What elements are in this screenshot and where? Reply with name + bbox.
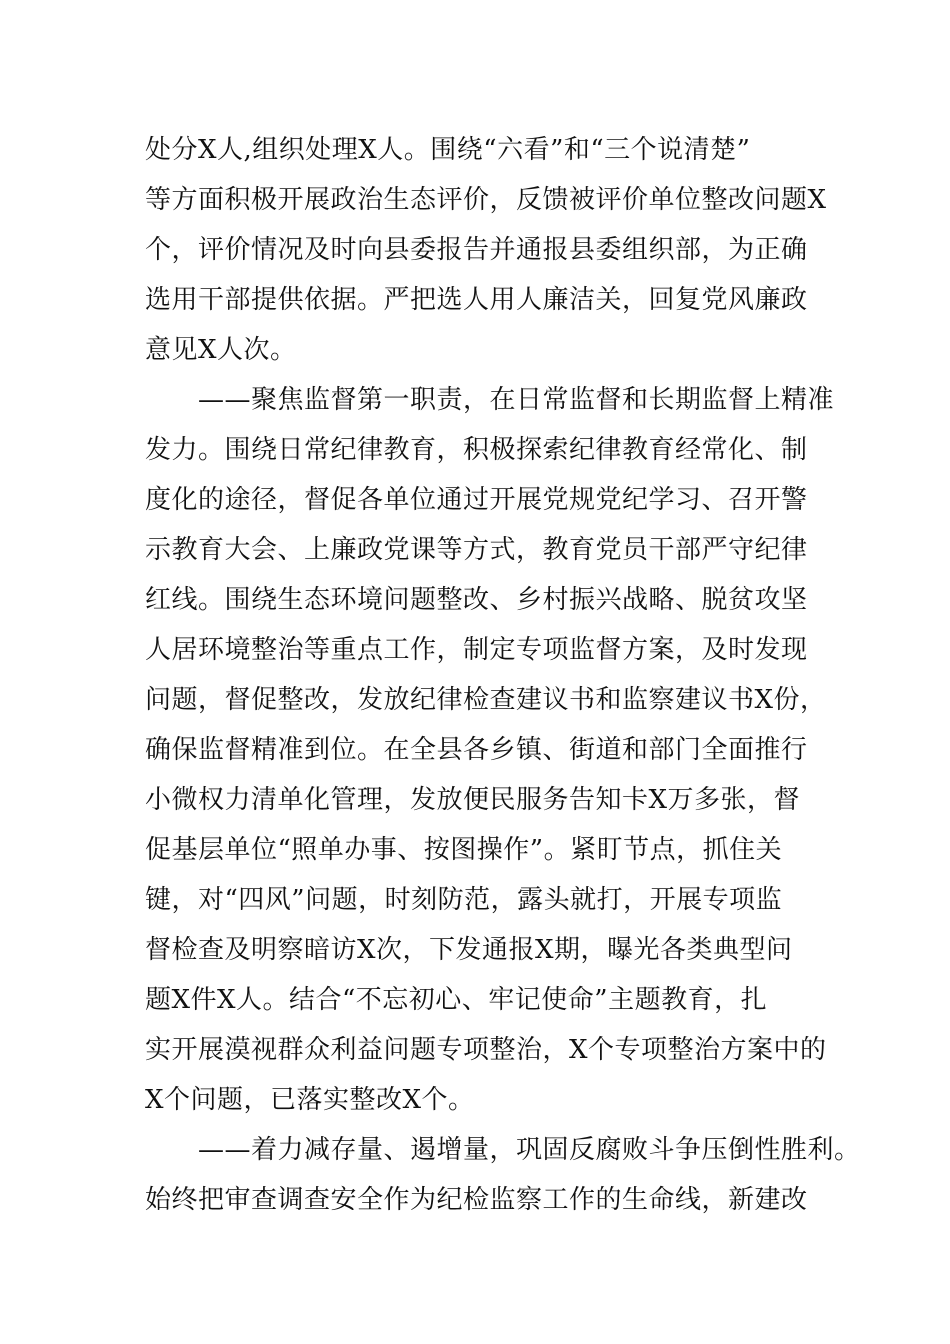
- text-line: 意见X人次。: [145, 335, 297, 365]
- document-body: [145, 125, 861, 1225]
- text-line: 度化的途径，督促各单位通过开展党规党纪学习、召开警: [145, 485, 808, 515]
- text-line: 小微权力清单化管理，发放便民服务告知卡X万多张，督: [145, 785, 801, 815]
- paragraph-2: [145, 375, 835, 1125]
- paragraph-3: [145, 1125, 861, 1225]
- text-line: 处分X人,组织处理X人。围绕“六看”和“三个说清楚”: [145, 135, 751, 165]
- text-line: 选用干部提供依据。严把选人用人廉洁关，回复党风廉政: [145, 285, 808, 315]
- text-line: 题X件X人。结合“不忘初心、牢记使命”主题教育，扎: [145, 985, 768, 1015]
- text-line: 示教育大会、上廉政党课等方式，教育党员干部严守纪律: [145, 535, 808, 565]
- text-line: ——聚焦监督第一职责，在日常监督和长期监督上精准: [145, 385, 835, 415]
- text-line: 红线。围绕生态环境问题整改、乡村振兴战略、脱贫攻坚: [145, 585, 808, 615]
- text-line: ——着力减存量、遏增量，巩固反腐败斗争压倒性胜利。: [145, 1135, 861, 1165]
- text-line: 实开展漠视群众利益问题专项整治，X个专项整治方案中的: [145, 1035, 827, 1065]
- text-line: 发力。围绕日常纪律教育，积极探索纪律教育经常化、制: [145, 435, 808, 465]
- text-line: 促基层单位“照单办事、按图操作”。紧盯节点，抓住关: [145, 835, 783, 865]
- text-line: 确保监督精准到位。在全县各乡镇、街道和部门全面推行: [145, 735, 808, 765]
- text-line: 键，对“四风”问题，时刻防范，露头就打，开展专项监: [145, 885, 783, 915]
- text-line: 问题，督促整改，发放纪律检查建议书和监察建议书X份，: [145, 685, 827, 715]
- text-line: 督检查及明察暗访X次，下发通报X期，曝光各类典型问: [145, 935, 793, 965]
- text-line: X个问题，已落实整改X个。: [145, 1085, 475, 1115]
- text-line: 人居环境整治等重点工作，制定专项监督方案，及时发现: [145, 635, 808, 665]
- text-line: 等方面积极开展政治生态评价，反馈被评价单位整改问题X: [145, 185, 827, 215]
- text-line: 个，评价情况及时向县委报告并通报县委组织部，为正确: [145, 235, 808, 265]
- paragraph-1: [145, 125, 835, 375]
- text-line: 始终把审查调查安全作为纪检监察工作的生命线，新建改: [145, 1185, 808, 1215]
